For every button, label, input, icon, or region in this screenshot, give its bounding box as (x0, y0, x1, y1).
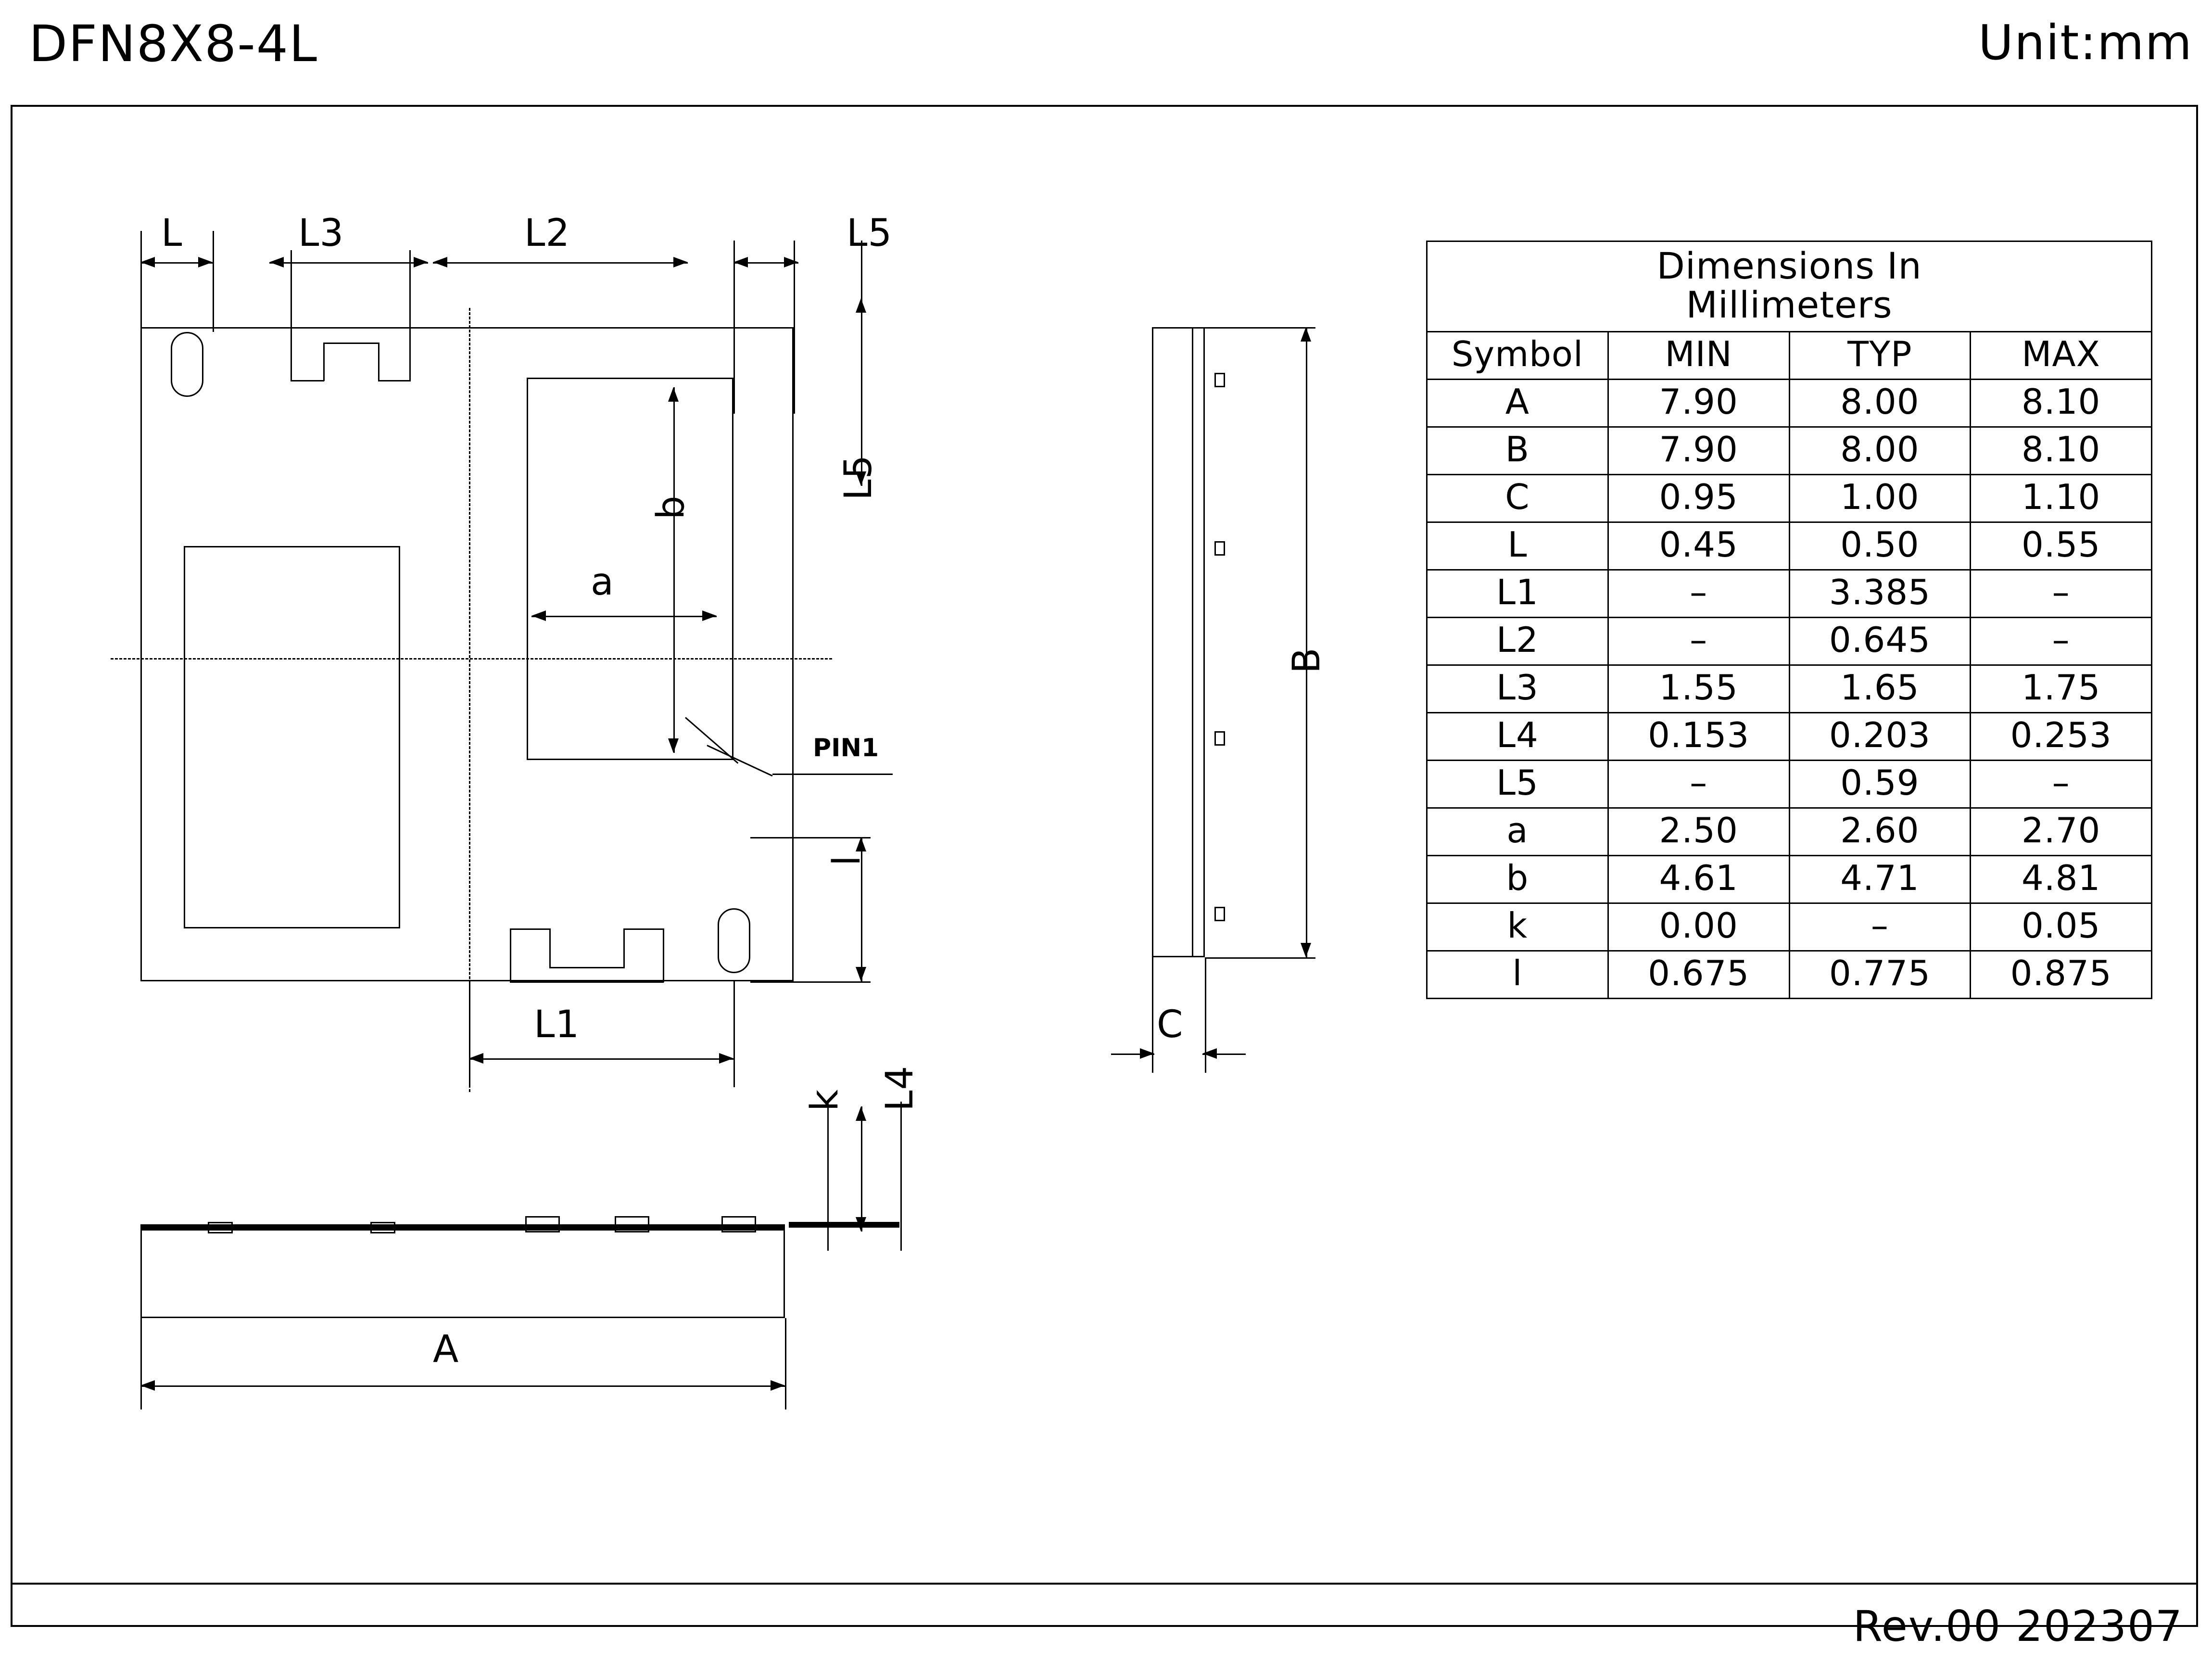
table-row (1427, 522, 2152, 570)
table-row (1427, 903, 2152, 951)
dim-label-L: L (161, 212, 183, 255)
cell-min: 0.675 (1608, 951, 1789, 999)
cell-symbol: C (1427, 475, 1608, 522)
table-row (1427, 665, 2152, 713)
arrow-icon (733, 257, 748, 267)
cell-typ: 0.50 (1789, 522, 1971, 570)
cell-max: 0.55 (1971, 522, 2152, 570)
cell-typ: 8.00 (1789, 427, 1971, 475)
col-header-min: MIN (1608, 332, 1789, 380)
dim-line-b (673, 387, 675, 753)
centerline-horizontal (111, 658, 832, 660)
cell-typ: 0.645 (1789, 618, 1971, 665)
cell-min: 4.61 (1608, 856, 1789, 903)
arrow-icon (702, 610, 717, 621)
arrow-icon (719, 1053, 733, 1064)
ext-line (785, 1318, 786, 1409)
arrow-icon (1301, 943, 1311, 957)
dim-label-k: k (803, 1089, 847, 1111)
cell-max: – (1971, 570, 2152, 618)
arrow-icon (856, 837, 866, 851)
cell-max: 8.10 (1971, 380, 2152, 427)
front-lead (615, 1216, 649, 1232)
cell-symbol: a (1427, 808, 1608, 856)
dim-line-L4 (861, 1106, 862, 1232)
front-lead (208, 1222, 233, 1233)
arrow-icon (140, 257, 155, 267)
arrow-icon (784, 257, 798, 267)
cell-typ: 4.71 (1789, 856, 1971, 903)
cell-min: 7.90 (1608, 427, 1789, 475)
cell-typ: 1.00 (1789, 475, 1971, 522)
pin1-leader-h (772, 774, 893, 775)
cell-max: 8.10 (1971, 427, 2152, 475)
table-title-line2: Millimeters (1686, 283, 1893, 326)
cell-min: 0.95 (1608, 475, 1789, 522)
table-row (1427, 427, 2152, 475)
cell-symbol: L2 (1427, 618, 1608, 665)
side-lead-mark (1214, 907, 1225, 921)
dim-label-B: B (1285, 647, 1328, 673)
cell-typ: 1.65 (1789, 665, 1971, 713)
cell-min: 2.50 (1608, 808, 1789, 856)
cell-symbol: l (1427, 951, 1608, 999)
side-view-inner-line (1192, 328, 1193, 956)
ext-line (140, 1318, 142, 1409)
table-row (1427, 618, 2152, 665)
cell-min: 1.55 (1608, 665, 1789, 713)
arrow-icon (771, 1380, 785, 1391)
cell-min: – (1608, 570, 1789, 618)
pin1-label: PIN1 (813, 734, 879, 762)
cell-symbol: L5 (1427, 761, 1608, 808)
cell-symbol: b (1427, 856, 1608, 903)
ext-line (140, 231, 142, 332)
table-row (1427, 380, 2152, 427)
arrow-icon (414, 257, 428, 267)
dim-label-L1: L1 (534, 1003, 580, 1046)
dim-label-a: a (591, 560, 614, 604)
cell-typ: – (1789, 903, 1971, 951)
dim-label-C: C (1157, 1003, 1184, 1046)
cell-typ: 0.203 (1789, 713, 1971, 761)
cell-max: 0.05 (1971, 903, 2152, 951)
ext-line (1205, 327, 1315, 329)
cell-min: – (1608, 761, 1789, 808)
table-row (1427, 808, 2152, 856)
arrow-icon (856, 1217, 866, 1232)
dim-line-L1 (469, 1058, 733, 1060)
revision-label: Rev.00 202307 (1853, 1601, 2183, 1651)
ext-line (1205, 957, 1315, 959)
front-lead (370, 1222, 395, 1233)
pin1-marker-top (171, 332, 203, 397)
ext-line (827, 1102, 829, 1251)
arrow-icon (269, 257, 284, 267)
table-row (1427, 570, 2152, 618)
arrow-icon (1202, 1048, 1217, 1059)
page-title: DFN8X8-4L (29, 14, 318, 73)
side-view-body (1152, 327, 1205, 957)
arrow-icon (140, 1380, 155, 1391)
dim-label-L5-h: L5 (847, 212, 893, 255)
cell-max: 0.875 (1971, 951, 2152, 999)
dimensions-table (1426, 241, 2152, 999)
arrow-icon (469, 1053, 483, 1064)
cell-min: 0.153 (1608, 713, 1789, 761)
table-row (1427, 951, 2152, 999)
dim-label-L2: L2 (524, 212, 570, 255)
pad-left-large (184, 546, 400, 928)
cell-max: – (1971, 761, 2152, 808)
front-lead (525, 1216, 560, 1232)
side-lead-mark (1214, 731, 1225, 746)
cell-max: 2.70 (1971, 808, 2152, 856)
cell-min: 7.90 (1608, 380, 1789, 427)
front-view-lead-extension (789, 1222, 899, 1228)
cell-typ: 0.59 (1789, 761, 1971, 808)
cell-typ: 2.60 (1789, 808, 1971, 856)
cell-typ: 3.385 (1789, 570, 1971, 618)
cell-symbol: L3 (1427, 665, 1608, 713)
dim-line-B (1306, 327, 1307, 957)
col-header-typ: TYP (1789, 332, 1971, 380)
table-title (1427, 241, 2152, 332)
side-lead-mark (1214, 541, 1225, 556)
front-view-body (140, 1229, 785, 1318)
arrow-icon (668, 738, 679, 753)
cell-symbol: k (1427, 903, 1608, 951)
arrow-icon (1301, 327, 1311, 342)
table-row (1427, 475, 2152, 522)
ext-line (750, 837, 871, 838)
front-view-top-band (140, 1224, 785, 1230)
col-header-symbol: Symbol (1427, 332, 1608, 380)
ext-line (213, 231, 214, 332)
cell-max: 1.75 (1971, 665, 2152, 713)
arrow-icon (673, 257, 688, 267)
dim-label-L4: L4 (878, 1065, 922, 1111)
arrow-icon (856, 1106, 866, 1121)
cell-min: 0.00 (1608, 903, 1789, 951)
table-title-line1: Dimensions In (1656, 244, 1922, 287)
table-row (1427, 856, 2152, 903)
side-lead-mark (1214, 373, 1225, 387)
table-row (1427, 761, 2152, 808)
cell-max: – (1971, 618, 2152, 665)
cell-typ: 8.00 (1789, 380, 1971, 427)
cell-typ: 0.775 (1789, 951, 1971, 999)
dim-line-L2 (433, 262, 688, 264)
table-row (1427, 713, 2152, 761)
arrow-icon (198, 257, 213, 267)
dim-line-L3 (269, 262, 428, 264)
cell-min: 0.45 (1608, 522, 1789, 570)
front-lead (721, 1216, 756, 1232)
arrow-icon (1140, 1048, 1154, 1059)
arrow-icon (433, 257, 447, 267)
dim-label-b: b (649, 495, 693, 520)
unit-label: Unit:mm (1978, 14, 2193, 71)
dim-label-L5-v: L5 (837, 454, 880, 500)
dim-label-L3: L3 (298, 212, 344, 255)
dim-line-a (531, 616, 717, 617)
cell-symbol: L1 (1427, 570, 1608, 618)
cell-symbol: L4 (1427, 713, 1608, 761)
col-header-max: MAX (1971, 332, 2152, 380)
dim-line-A (140, 1385, 785, 1387)
cell-symbol: B (1427, 427, 1608, 475)
cell-max: 1.10 (1971, 475, 2152, 522)
pin-marker-bottom (718, 908, 750, 973)
ext-line (733, 981, 735, 1087)
arrow-icon (856, 298, 866, 313)
cell-symbol: L (1427, 522, 1608, 570)
arrow-icon (531, 610, 546, 621)
cell-min: – (1608, 618, 1789, 665)
ext-line (750, 981, 871, 983)
arrow-icon (668, 387, 679, 402)
cell-symbol: A (1427, 380, 1608, 427)
arrow-icon (856, 967, 866, 981)
pad-right-large (527, 378, 733, 760)
dim-label-A: A (433, 1328, 459, 1371)
cell-max: 0.253 (1971, 713, 2152, 761)
ext-line (469, 981, 470, 1087)
cell-max: 4.81 (1971, 856, 2152, 903)
centerline-vertical (469, 308, 470, 1092)
dim-label-l: l (825, 855, 869, 866)
sheet-bottom-rule (11, 1583, 2198, 1585)
ext-line (900, 1102, 902, 1251)
